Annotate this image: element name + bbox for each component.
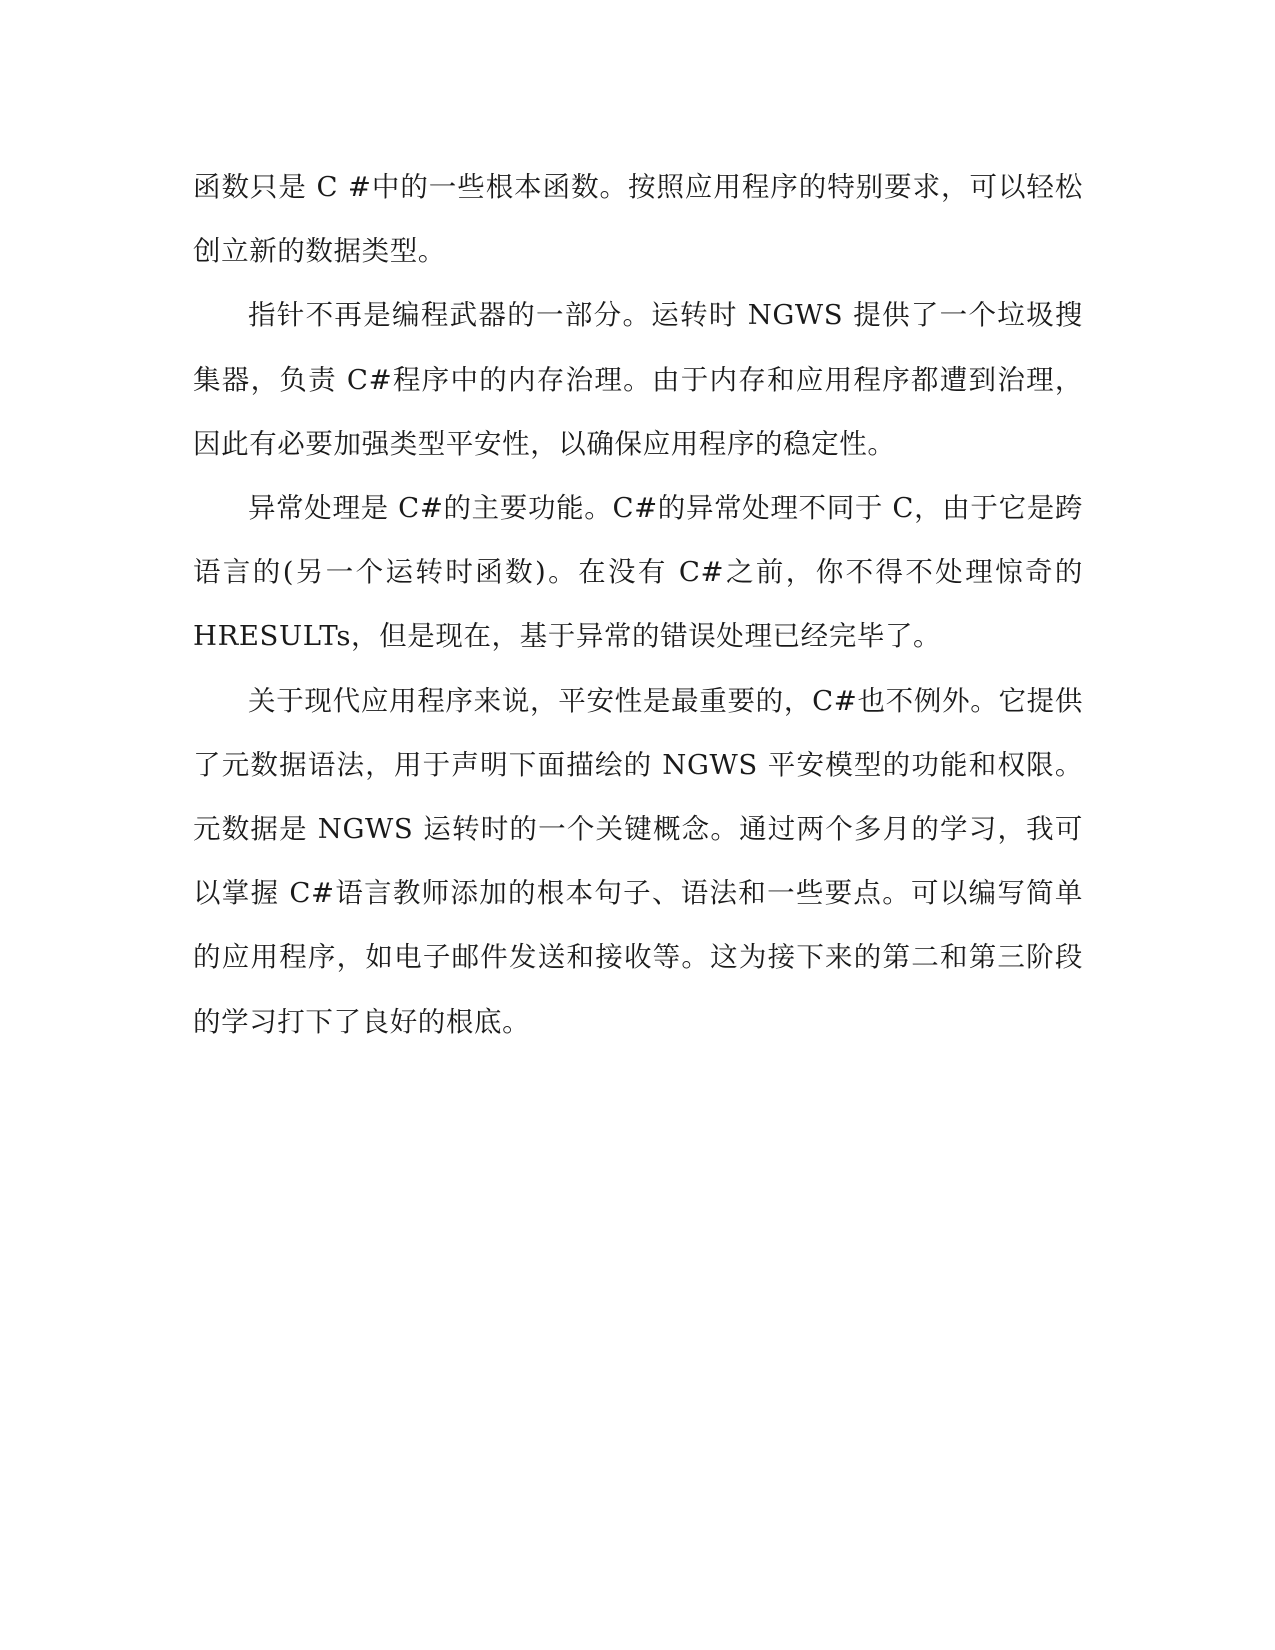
paragraph-1: 函数只是 C #中的一些根本函数。按照应用程序的特别要求，可以轻松创立新的数据类型。 [193,171,1083,268]
paragraph-4: 关于现代应用程序来说，平安性是最重要的，C#也不例外。它提供了元数据语法，用于声明下面描绘的 NGWS 平安模型的功能和权限。元数据是 NGWS 运转时的一个关键概念。通过两个多月的学习，我可以掌握 C#语言教师添加的根本句子、语法和一些要点。可以编写简单的应用程序，如电子邮件发送和接收等。这为接下来的第二和第三阶段的学习打下了良好的根底。 [193,684,1083,1038]
paragraph-3: 异常处理是 C#的主要功能。C#的异常处理不同于 C，由于它是跨语言的(另一个运转时函数)。在没有 C#之前，你不得不处理惊奇的HRESULTs，但是现在，基于异常的错误处理已经完毕了。 [193,492,1083,653]
body-text [193,155,1083,1054]
paragraph-2: 指针不再是编程武器的一部分。运转时 NGWS 提供了一个垃圾搜集器，负责 C#程序中的内存治理。由于内存和应用程序都遭到治理，因此有必要加强类型平安性，以确保应用程序的稳定性。 [193,299,1083,460]
